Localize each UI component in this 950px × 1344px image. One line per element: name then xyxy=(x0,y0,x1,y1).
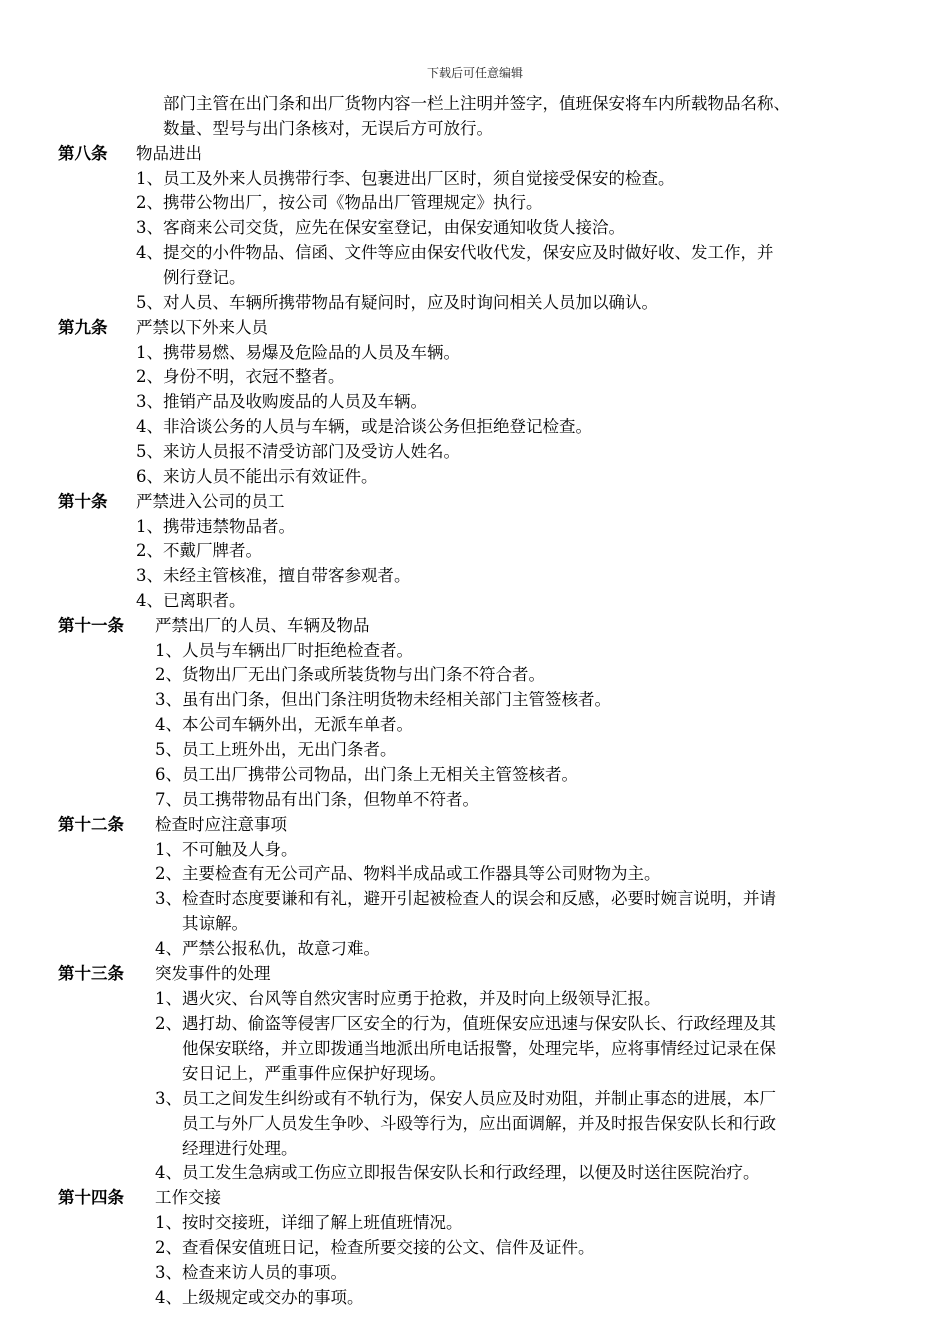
article-item: 他保安联络，并立即拨通当地派出所电话报警，处理完毕，应将事情经过记录在保 xyxy=(182,1039,776,1058)
article-item: 1、携带易燃、易爆及危险品的人员及车辆。 xyxy=(136,343,460,362)
article-label: 第十一条 xyxy=(58,616,124,635)
article-item: 1、员工及外来人员携带行李、包裹进出厂区时，须自觉接受保安的检查。 xyxy=(136,169,675,188)
article-label: 第十三条 xyxy=(58,964,124,983)
article-item: 2、遇打劫、偷盗等侵害厂区安全的行为，值班保安应迅速与保安队长、行政经理及其 xyxy=(155,1014,776,1033)
article-item: 3、客商来公司交货，应先在保安室登记，由保安通知收货人接洽。 xyxy=(136,218,625,237)
article-item: 3、检查时态度要谦和有礼，避开引起被检查人的误会和反感，必要时婉言说明，并请 xyxy=(155,889,776,908)
article-label: 第十条 xyxy=(58,492,108,511)
article-title: 物品进出 xyxy=(136,144,202,163)
article-item: 2、携带公物出厂，按公司《物品出厂管理规定》执行。 xyxy=(136,193,543,212)
article-item: 4、上级规定或交办的事项。 xyxy=(155,1288,364,1307)
article-item: 4、提交的小件物品、信函、文件等应由保安代收代发，保安应及时做好收、发工作，并 xyxy=(136,243,774,262)
article-item: 3、员工之间发生纠纷或有不轨行为，保安人员应及时劝阻，并制止事态的进展，本厂 xyxy=(155,1089,776,1108)
article-title: 突发事件的处理 xyxy=(155,964,271,983)
article-title: 检查时应注意事项 xyxy=(155,815,287,834)
article-item: 7、员工携带物品有出门条，但物单不符者。 xyxy=(155,790,479,809)
article-label: 第十二条 xyxy=(58,815,124,834)
page-header-note: 下载后可任意编辑 xyxy=(426,66,523,80)
article-item: 5、对人员、车辆所携带物品有疑问时，应及时询问相关人员加以确认。 xyxy=(136,293,658,312)
article-item: 4、员工发生急病或工伤应立即报告保安队长和行政经理，以便及时送往医院治疗。 xyxy=(155,1163,760,1182)
article-item: 其谅解。 xyxy=(182,914,248,933)
article-item: 4、非洽谈公务的人员与车辆，或是洽谈公务但拒绝登记检查。 xyxy=(136,417,592,436)
article-item: 安日记上，严重事件应保护好现场。 xyxy=(182,1064,446,1083)
article-item: 1、人员与车辆出厂时拒绝检查者。 xyxy=(155,641,413,660)
article-item: 1、携带违禁物品者。 xyxy=(136,517,295,536)
article-item: 2、不戴厂牌者。 xyxy=(136,541,262,560)
article-item: 2、查看保安值班日记，检查所要交接的公文、信件及证件。 xyxy=(155,1238,595,1257)
article-item: 3、未经主管核准，擅自带客参观者。 xyxy=(136,566,411,585)
article-label: 第十四条 xyxy=(58,1188,124,1207)
intro-line: 部门主管在出门条和出厂货物内容一栏上注明并签字，值班保安将车内所载物品名称、 xyxy=(163,94,790,113)
article-item: 1、不可触及人身。 xyxy=(155,840,298,859)
article-title: 严禁以下外来人员 xyxy=(136,318,268,337)
article-item: 2、主要检查有无公司产品、物料半成品或工作器具等公司财物为主。 xyxy=(155,864,661,883)
article-title: 严禁出厂的人员、车辆及物品 xyxy=(155,616,370,635)
article-item: 4、严禁公报私仇，故意刁难。 xyxy=(155,939,380,958)
article-item: 6、来访人员不能出示有效证件。 xyxy=(136,467,378,486)
article-item: 员工与外厂人员发生争吵、斗殴等行为，应出面调解，并及时报告保安队长和行政 xyxy=(182,1114,776,1133)
article-item: 5、员工上班外出，无出门条者。 xyxy=(155,740,397,759)
article-label: 第九条 xyxy=(58,318,108,337)
article-item: 1、遇火灾、台风等自然灾害时应勇于抢救，并及时向上级领导汇报。 xyxy=(155,989,661,1008)
article-item: 3、推销产品及收购废品的人员及车辆。 xyxy=(136,392,427,411)
article-item: 3、检查来访人员的事项。 xyxy=(155,1263,347,1282)
article-item: 1、按时交接班，详细了解上班值班情况。 xyxy=(155,1213,463,1232)
article-title: 严禁进入公司的员工 xyxy=(136,492,285,511)
article-item: 4、已离职者。 xyxy=(136,591,246,610)
article-item: 例行登记。 xyxy=(163,268,246,287)
article-label: 第八条 xyxy=(58,144,108,163)
intro-line: 数量、型号与出门条核对，无误后方可放行。 xyxy=(163,119,493,138)
article-item: 3、虽有出门条，但出门条注明货物未经相关部门主管签核者。 xyxy=(155,690,611,709)
article-item: 2、身份不明，衣冠不整者。 xyxy=(136,367,345,386)
article-item: 5、来访人员报不清受访部门及受访人姓名。 xyxy=(136,442,460,461)
article-item: 2、货物出厂无出门条或所装货物与出门条不符合者。 xyxy=(155,665,545,684)
article-item: 经理进行处理。 xyxy=(182,1139,298,1158)
article-title: 工作交接 xyxy=(155,1188,221,1207)
article-item: 6、员工出厂携带公司物品，出门条上无相关主管签核者。 xyxy=(155,765,578,784)
article-item: 4、本公司车辆外出，无派车单者。 xyxy=(155,715,413,734)
